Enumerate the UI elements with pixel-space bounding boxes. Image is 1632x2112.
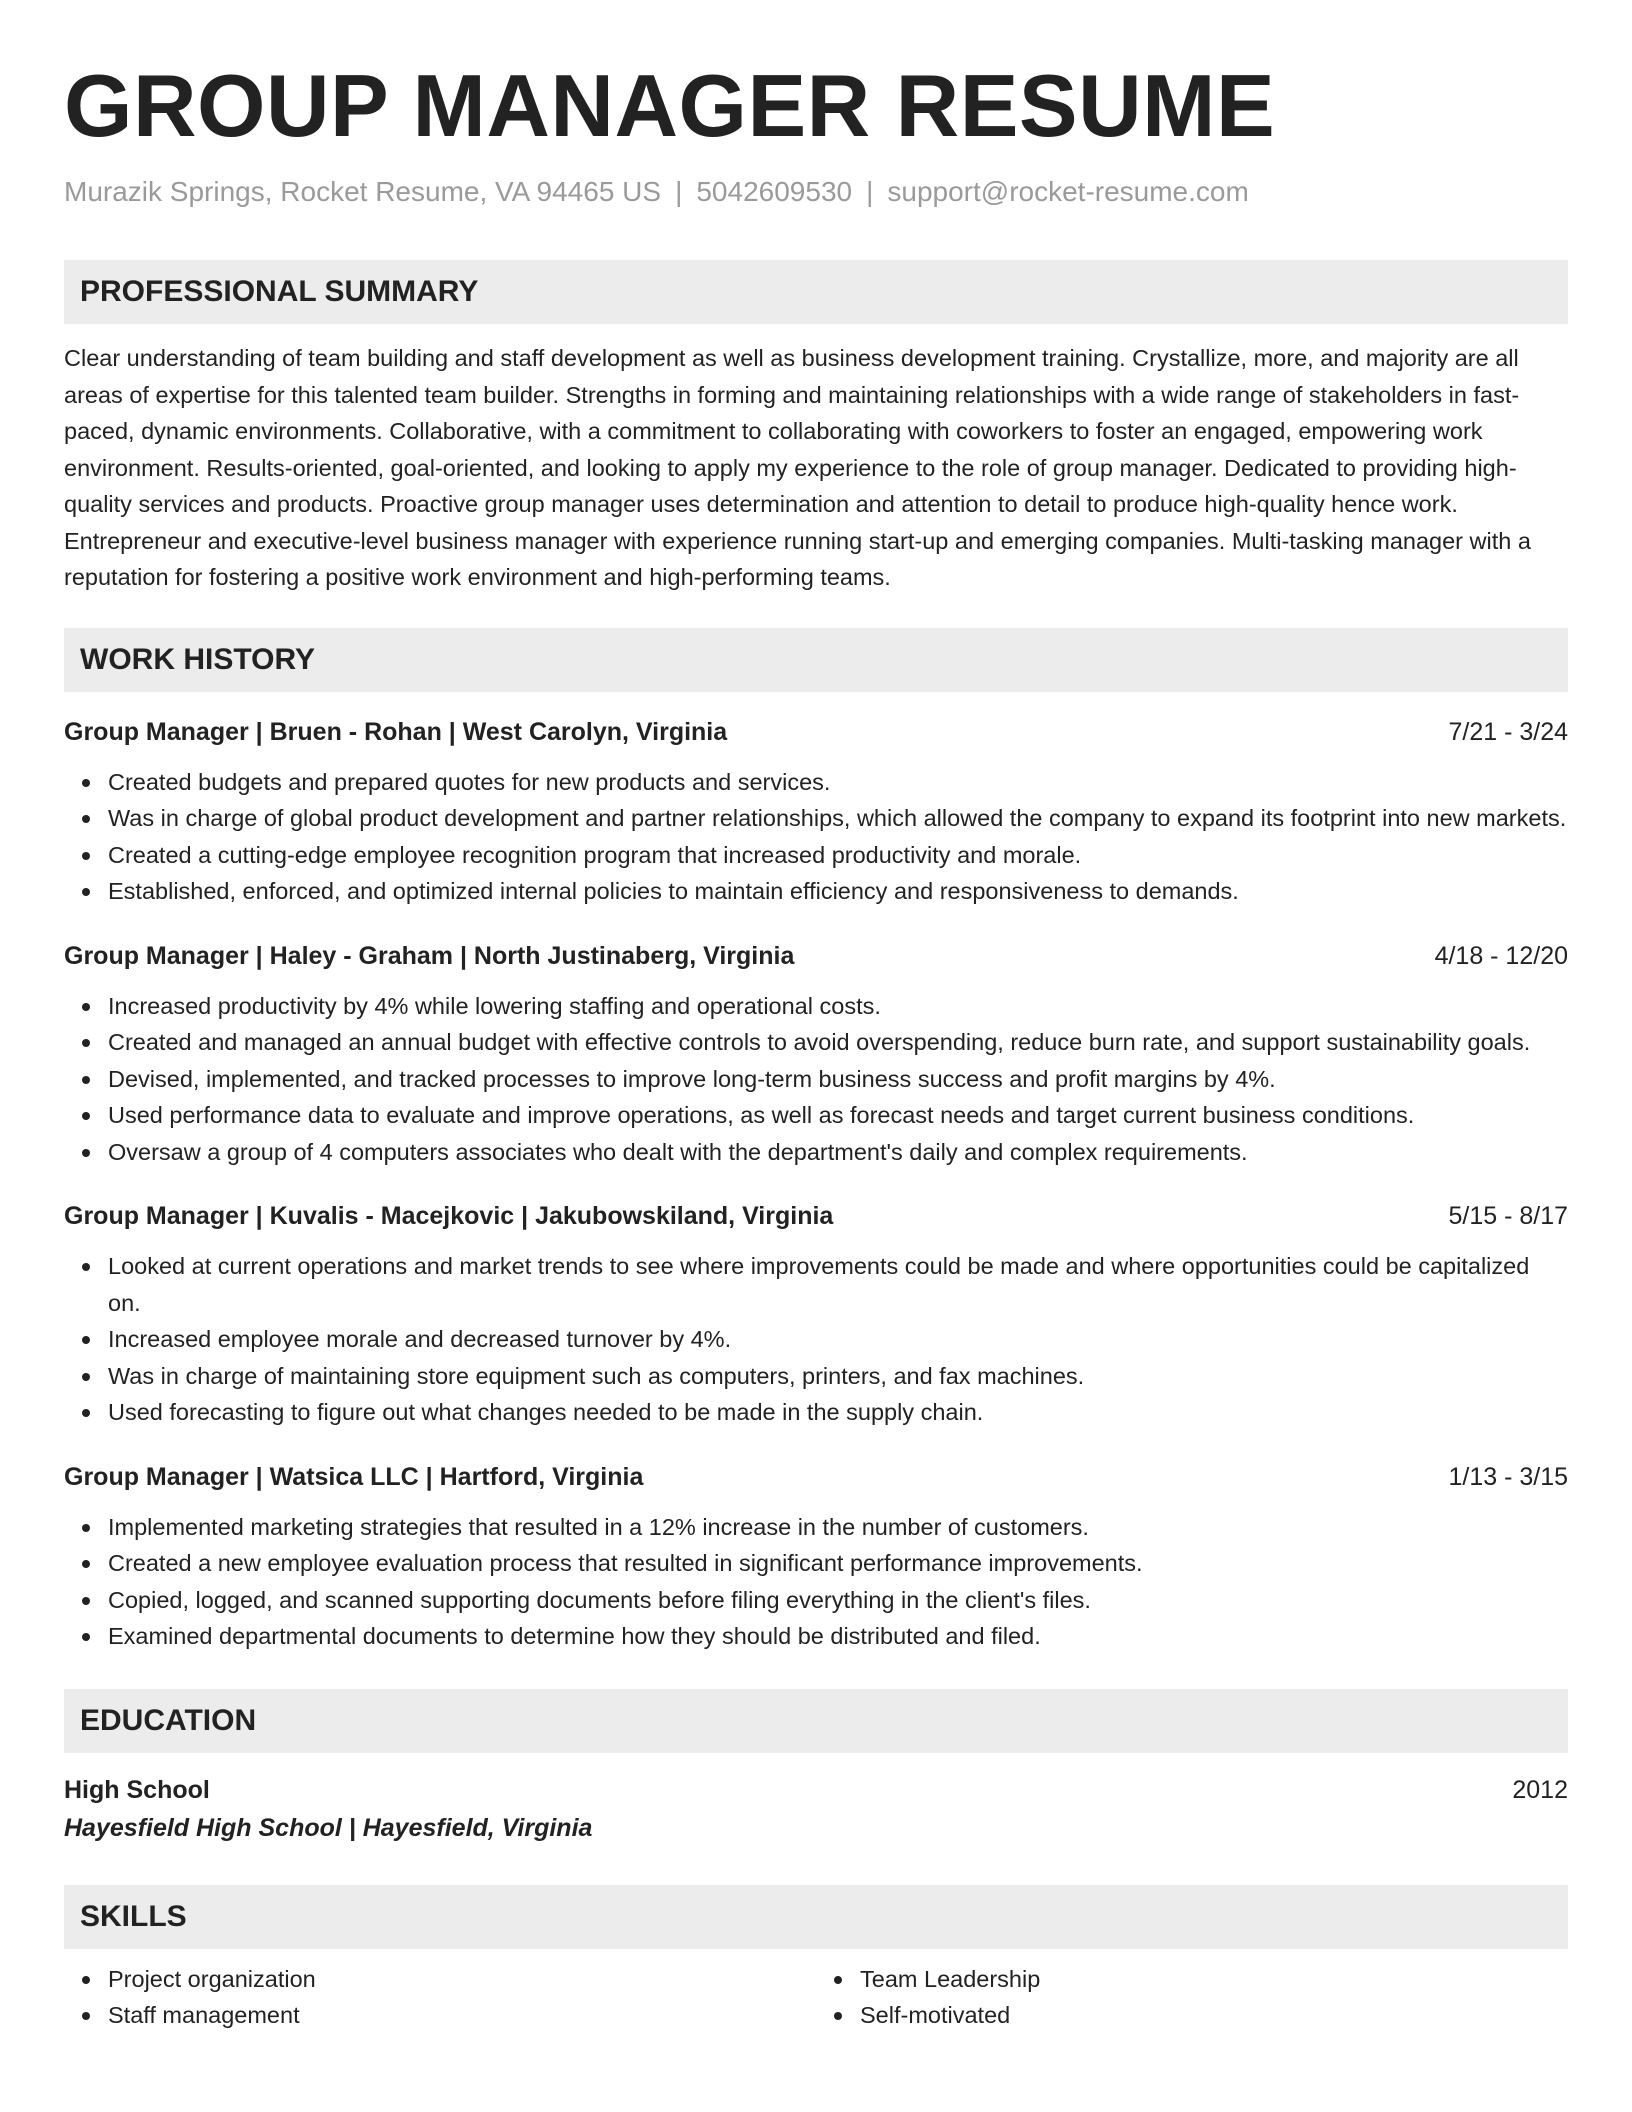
- contact-address: Murazik Springs, Rocket Resume, VA 94465 US: [64, 176, 662, 207]
- job-entry: [64, 1459, 1568, 1655]
- job-title: Group Manager | Kuvalis - Macejkovic | Jakubowskiland, Virginia: [64, 1202, 834, 1230]
- skills-heading: SKILLS: [64, 1885, 1568, 1949]
- job-bullet: Looked at current operations and market trends to see where improvements could be made and where opportunities could be capitalized on.: [108, 1248, 1568, 1321]
- job-bullet: Used forecasting to figure out what changes needed to be made in the supply chain.: [108, 1394, 1568, 1431]
- education-school: Hayesfield High School | Hayesfield, Virginia: [64, 1813, 593, 1842]
- contact-phone: 5042609530: [696, 176, 853, 207]
- work-history-heading: WORK HISTORY: [64, 628, 1568, 692]
- education-entry: [64, 1771, 1568, 1847]
- contact-separator: |: [675, 176, 683, 207]
- skills-list: [64, 1961, 1568, 2034]
- job-title: Group Manager | Haley - Graham | North Justinaberg, Virginia: [64, 941, 795, 970]
- job-entry: [64, 938, 1568, 1171]
- summary-heading: PROFESSIONAL SUMMARY: [64, 260, 1568, 324]
- job-bullet: Created budgets and prepared quotes for new products and services.: [108, 764, 1568, 801]
- skill-item: Staff management: [108, 1997, 816, 2034]
- skill-item: Self-motivated: [860, 1997, 1568, 2034]
- job-bullets: [64, 1248, 1568, 1431]
- job-bullets: [64, 988, 1568, 1171]
- job-bullet: Established, enforced, and optimized internal policies to maintain efficiency and responsiveness to demands.: [108, 873, 1568, 910]
- job-bullet: Used performance data to evaluate and improve operations, as well as forecast needs and target current business conditions.: [108, 1097, 1568, 1134]
- contact-email: support@rocket-resume.com: [887, 176, 1249, 207]
- job-header: [64, 1459, 1568, 1495]
- job-bullet: Copied, logged, and scanned supporting documents before filing everything in the client's files.: [108, 1582, 1568, 1619]
- job-header: [64, 714, 1568, 750]
- job-bullet: Increased employee morale and decreased turnover by 4%.: [108, 1321, 1568, 1358]
- job-dates: 5/15 - 8/17: [1448, 1202, 1568, 1230]
- job-bullet: Implemented marketing strategies that resulted in a 12% increase in the number of customers.: [108, 1509, 1568, 1546]
- job-title: Group Manager | Watsica LLC | Hartford, Virginia: [64, 1462, 644, 1491]
- job-bullets: [64, 764, 1568, 910]
- job-bullet: Was in charge of maintaining store equipment such as computers, printers, and fax machines.: [108, 1358, 1568, 1395]
- contact-line: [64, 174, 1568, 210]
- job-entry: [64, 1198, 1568, 1431]
- job-bullet: Examined departmental documents to determine how they should be distributed and filed.: [108, 1618, 1568, 1655]
- job-bullet: Created a cutting-edge employee recognition program that increased productivity and morale.: [108, 837, 1568, 874]
- job-header: [64, 938, 1568, 974]
- job-bullet: Created and managed an annual budget with effective controls to avoid overspending, reduce burn rate, and support sustainability goals.: [108, 1024, 1568, 1061]
- education-degree: High School: [64, 1775, 210, 1804]
- job-title: Group Manager | Bruen - Rohan | West Carolyn, Virginia: [64, 717, 728, 746]
- skill-item: Team Leadership: [860, 1961, 1568, 1998]
- job-bullets: [64, 1509, 1568, 1655]
- education-header: [64, 1771, 1568, 1809]
- job-bullet: Oversaw a group of 4 computers associates who dealt with the department's daily and complex requirements.: [108, 1134, 1568, 1171]
- skills-column-left: [64, 1961, 816, 2034]
- job-entry: [64, 714, 1568, 910]
- education-heading: EDUCATION: [64, 1689, 1568, 1753]
- job-dates: 1/13 - 3/15: [1448, 1462, 1568, 1491]
- resume-title: GROUP MANAGER RESUME: [64, 56, 1276, 155]
- job-bullet: Increased productivity by 4% while lowering staffing and operational costs.: [108, 988, 1568, 1025]
- summary-text: Clear understanding of team building and staff development as well as business development training. Crystallize, more, and majority are all areas of expertise for this talented team builder. Strengths in forming and maintaining relationships with a wide range of stakeholders in fast-paced, dynamic environments. Collaborative, with a commitment to collaborating with coworkers to foster an engaged, empowering work environment. Results-oriented, goal-oriented, and looking to apply my experience to the role of group manager. Dedicated to providing high-quality services and products. Proactive group manager uses determination and attention to detail to produce high-quality hence work. Entrepreneur and executive-level business manager with experience running start-up and emerging companies. Multi-tasking manager with a reputation for fostering a positive work environment and high-performing teams.: [64, 345, 1531, 590]
- education-year: 2012: [1512, 1775, 1568, 1804]
- job-bullet: Was in charge of global product development and partner relationships, which allowed the company to expand its footprint into new markets.: [108, 800, 1568, 837]
- job-dates: 7/21 - 3/24: [1448, 717, 1568, 746]
- contact-separator: |: [866, 176, 874, 207]
- job-header: [64, 1198, 1568, 1234]
- job-bullet: Devised, implemented, and tracked processes to improve long-term business success and profit margins by 4%.: [108, 1061, 1568, 1098]
- job-bullet: Created a new employee evaluation process that resulted in significant performance improvements.: [108, 1545, 1568, 1582]
- skills-column-right: [816, 1961, 1568, 2034]
- job-dates: 4/18 - 12/20: [1434, 941, 1568, 970]
- skill-item: Project organization: [108, 1961, 816, 1998]
